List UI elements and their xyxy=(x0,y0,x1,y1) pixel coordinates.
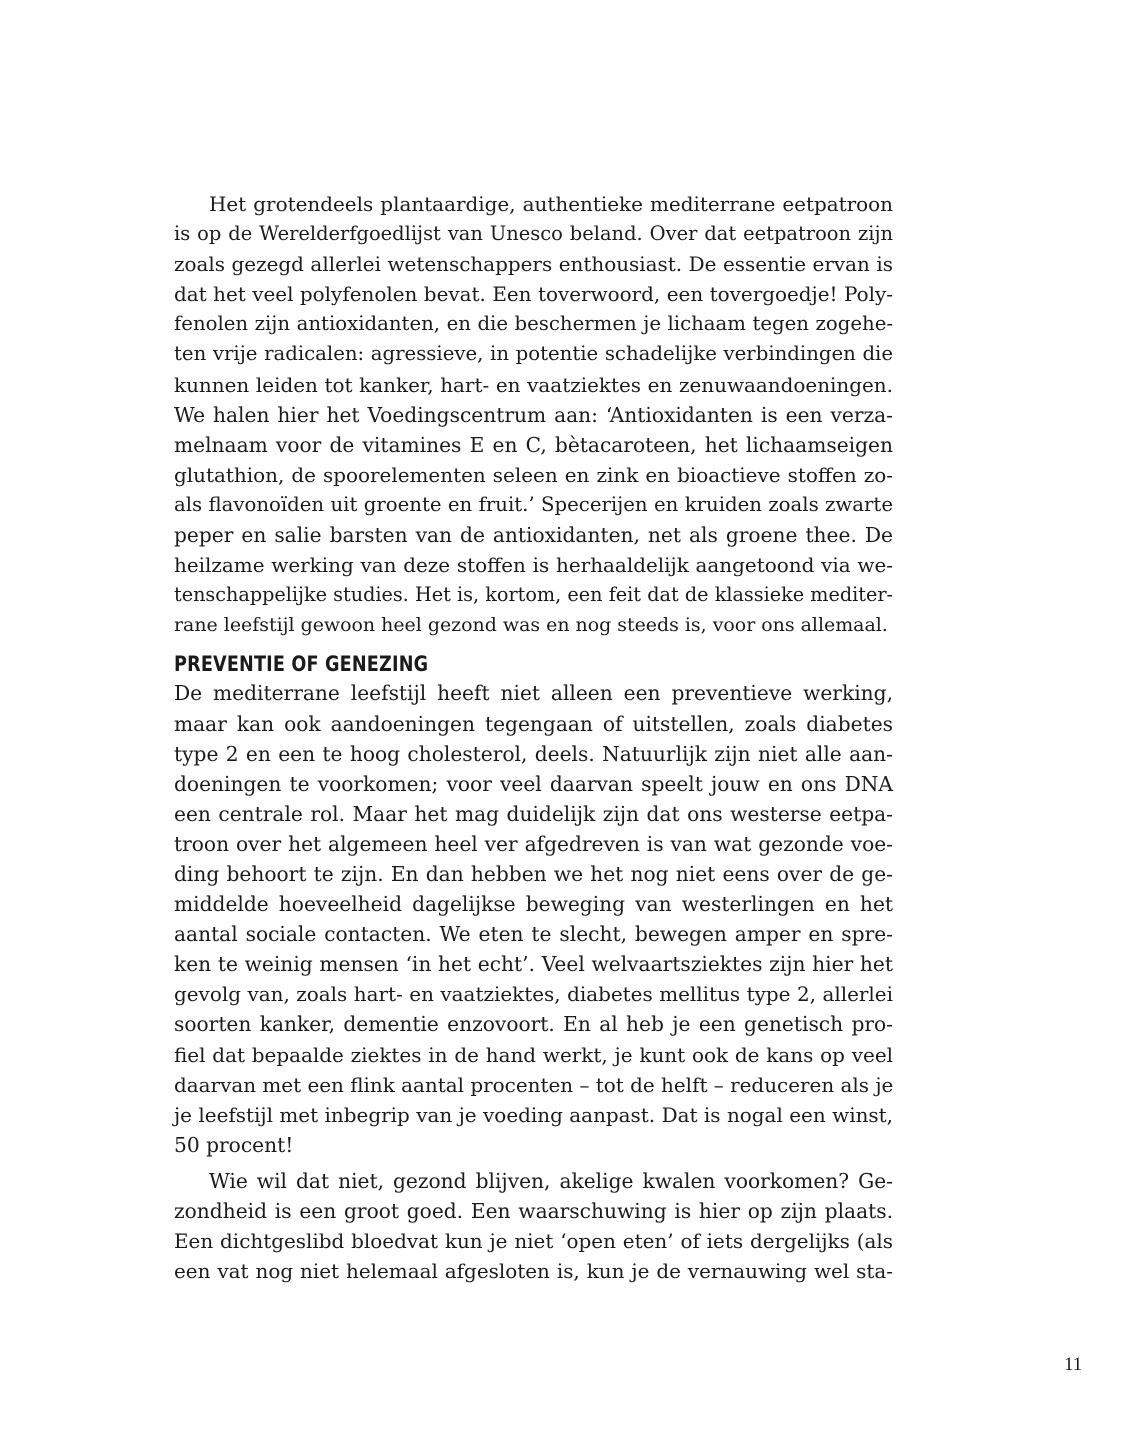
paragraph-line: een vat nog niet helemaal afgesloten is, kun je de vernauwing wel sta- xyxy=(174,1259,893,1284)
paragraph-line: ding behoort te zijn. En dan hebben we het nog niet eens over de ge- xyxy=(174,861,893,886)
paragraph-line: fiel dat bepaalde ziektes in de hand werkt, je kunt ook de kans op veel xyxy=(174,1042,893,1067)
paragraph-line: tenschappelijke studies. Het is, kortom, een feit dat de klassieke mediter- xyxy=(174,583,893,607)
paragraph-line: Het grotendeels plantaardige, authentieke mediterrane eetpatroon xyxy=(209,192,893,216)
paragraph-line: Wie wil dat niet, gezond blijven, akelige kwalen voorkomen? Ge- xyxy=(209,1168,893,1193)
paragraph-line: We halen hier het Voedingscentrum aan: ‘Antioxidanten is een verza- xyxy=(174,402,893,427)
paragraph-line: 50 procent! xyxy=(174,1132,294,1157)
paragraph-line: ten vrije radicalen: agressieve, in potentie schadelijke verbindingen die xyxy=(174,342,893,366)
paragraph-line: soorten kanker, dementie enzovoort. En al heb je een genetisch pro- xyxy=(174,1012,893,1037)
paragraph-line: middelde hoeveelheid dagelijkse beweging van westerlingen en het xyxy=(174,892,893,917)
paragraph-line: aantal sociale contacten. We eten te slecht, bewegen amper en spre- xyxy=(174,922,893,947)
section-heading: PREVENTIE OF GENEZING xyxy=(174,652,429,678)
paragraph-3 xyxy=(174,1166,893,1286)
paragraph-line: is op de Werelderfgoedlijst van Unesco beland. Over dat eetpatroon zijn xyxy=(174,222,893,246)
paragraph-line: zondheid is een groot goed. Een waarschuwing is hier op zijn plaats. xyxy=(174,1199,893,1223)
paragraph-line: glutathion, de spoorelementen seleen en zink en bioactieve stoffen zo- xyxy=(174,462,893,487)
paragraph-1 xyxy=(174,189,893,640)
paragraph-line: fenolen zijn antioxidanten, en die beschermen je lichaam tegen zogehe- xyxy=(174,312,893,336)
paragraph-line: een centrale rol. Maar het mag duidelijk zijn dat ons westerse eetpa- xyxy=(174,801,893,826)
text-column xyxy=(174,189,893,1286)
paragraph-line: doeningen te voorkomen; voor veel daarvan speelt jouw en ons DNA xyxy=(174,771,893,796)
paragraph-line: troon over het algemeen heel ver afgedreven is van wat gezonde voe- xyxy=(174,831,893,856)
paragraph-line: melnaam voor de vitamines E en C, bètacaroteen, het lichaamseigen xyxy=(174,432,893,457)
paragraph-line: maar kan ook aandoeningen tegengaan of uitstellen, zoals diabetes xyxy=(174,711,893,736)
paragraph-line: dat het veel polyfenolen bevat. Een toverwoord, een tovergoedje! Poly- xyxy=(174,282,893,307)
paragraph-line: type 2 en een te hoog cholesterol, deels. Natuurlijk zijn niet alle aan- xyxy=(174,741,893,766)
paragraph-line: je leefstijl met inbegrip van je voeding aanpast. Dat is nogal een winst, xyxy=(174,1102,893,1127)
paragraph-line: gevolg van, zoals hart- en vaatziektes, diabetes mellitus type 2, allerlei xyxy=(174,982,893,1007)
paragraph-line: zoals gezegd allerlei wetenschappers enthousiast. De essentie ervan is xyxy=(174,252,893,277)
paragraph-line: peper en salie barsten van de antioxidanten, net als groene thee. De xyxy=(174,523,893,548)
paragraph-line: Een dichtgeslibd bloedvat kun je niet ‘open eten’ of iets dergelijks (als xyxy=(174,1229,893,1254)
paragraph-line: rane leefstijl gewoon heel gezond was en nog steeds is, voor ons allemaal. xyxy=(174,614,888,637)
paragraph-line: als flavonoïden uit groente en fruit.’ Specerijen en kruiden zoals zwarte xyxy=(174,492,893,516)
paragraph-line: daarvan met een flink aantal procenten – tot de helft – reduceren als je xyxy=(174,1072,894,1097)
page-number: 11 xyxy=(1064,1354,1083,1375)
paragraph-line: kunnen leiden tot kanker, hart- en vaatziektes en zenuwaandoeningen. xyxy=(174,372,893,397)
paragraph-line: De mediterrane leefstijl heeft niet alleen een preventieve werking, xyxy=(174,681,893,706)
paragraph-2 xyxy=(174,678,893,1160)
paragraph-line: ken te weinig mensen ‘in het echt’. Veel welvaartsziektes zijn hier het xyxy=(174,952,893,977)
paragraph-line: heilzame werking van deze stoffen is herhaaldelijk aangetoond via we- xyxy=(174,553,893,578)
